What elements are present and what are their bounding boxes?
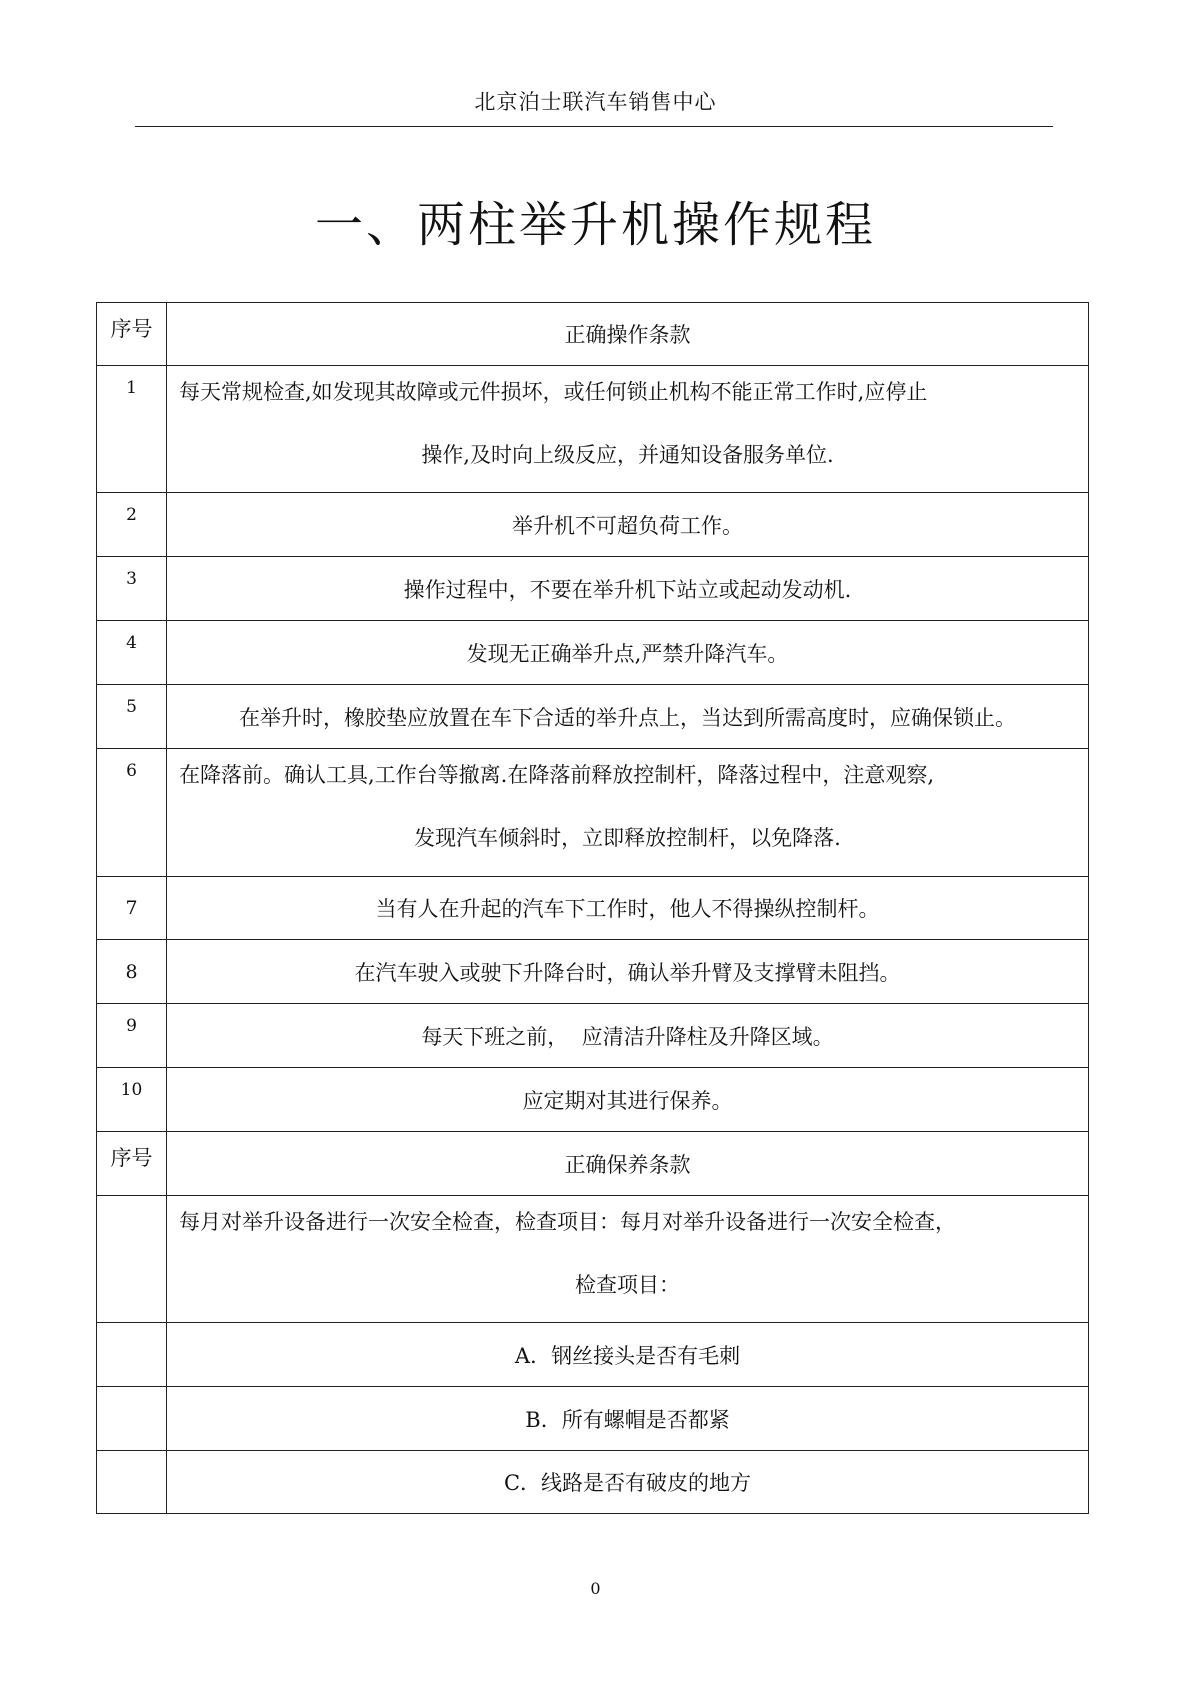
table-row [97,493,1089,557]
row-number: 10 [120,1080,143,1100]
clause-text: 应定期对其进行保养。 [522,1088,733,1113]
row-number: 4 [126,633,137,653]
clause-text: 当有人在升起的汽车下工作时，他人不得操纵控制杆。 [375,897,880,921]
seq-cell [97,1004,167,1068]
clause-text: 在举升时，橡胶垫应放置在车下合适的举升点上，当达到所需高度时，应确保锁止。 [239,705,1016,730]
table-row [97,1004,1089,1068]
table-row [97,1323,1089,1387]
clause-cell [167,749,1089,877]
row-number: 5 [126,697,137,717]
seq-cell [97,1323,167,1387]
clause-cell [167,940,1089,1004]
seq-cell [97,493,167,557]
table-row [97,1068,1089,1132]
clause-text: 操作过程中，不要在举升机下站立或起动发动机. [403,577,852,602]
seq-cell [97,749,167,877]
clause-line: 每月对举升设备进行一次安全检查，检查项目：每月对举升设备进行一次安全检查， [179,1210,956,1234]
row-number: 3 [126,569,137,589]
clause-line: 在降落前。确认工具,工作台等撤离.在降落前释放控制杆，降落过程中，注意观察, [179,763,935,787]
table-row [97,366,1089,493]
clause-cell [167,1323,1089,1387]
row-number: 2 [126,505,137,525]
page-header-company: 北京泊士联汽车销售中心 [474,90,717,114]
clause-cell [167,493,1089,557]
clause-cell [167,1196,1089,1323]
seq-cell [97,940,167,1004]
seq-header: 序号 [110,317,153,341]
row-number: 9 [126,1016,137,1036]
table-row [97,1451,1089,1514]
clause-line: 操作,及时向上级反应，并通知设备服务单位. [421,443,834,467]
seq-cell [97,1387,167,1451]
check-item: B．所有螺帽是否都紧 [525,1407,730,1432]
table-row [97,940,1089,1004]
clause-text: 在汽车驶入或驶下升降台时，确认举升臂及支撑臂未阻挡。 [354,960,901,985]
seq-cell [97,685,167,749]
clause-header-cell [167,303,1089,366]
table-row [97,749,1089,877]
seq-cell [97,366,167,493]
seq-cell [97,557,167,621]
clause-cell [167,1004,1089,1068]
check-item: C．线路是否有破皮的地方 [503,1471,752,1495]
seq-header: 序号 [110,1146,153,1170]
clause-cell [167,557,1089,621]
seq-cell [97,1451,167,1514]
row-number: 6 [126,761,137,781]
row-number: 8 [125,960,138,983]
clause-line: 检查项目： [575,1273,680,1297]
seq-cell [97,1068,167,1132]
table-row [97,1387,1089,1451]
operation-header-row [97,303,1089,366]
clause-line: 发现汽车倾斜时，立即释放控制杆，以免降落. [414,826,841,850]
clause-line: 每天常规检查,如发现其故障或元件损坏，或任何锁止机构不能正常工作时,应停止 [179,380,928,404]
clause-cell [167,685,1089,749]
row-number: 1 [126,378,137,398]
maintenance-header-row [97,1132,1089,1196]
clause-cell [167,877,1089,940]
clause-text: 每天下班之前， 应清洁升降柱及升降区域。 [421,1024,834,1049]
clause-cell [167,1068,1089,1132]
table-row [97,1196,1089,1323]
check-item: A．钢丝接头是否有毛刺 [514,1343,741,1368]
seq-cell [97,1196,167,1323]
table-row [97,557,1089,621]
clause-cell [167,366,1089,493]
seq-header-cell [97,303,167,366]
clause-cell [167,621,1089,685]
clause-cell [167,1451,1089,1514]
operation-clause-header: 正确操作条款 [564,323,691,347]
header-divider [135,126,1053,127]
clause-text: 举升机不可超负荷工作。 [512,513,743,538]
seq-cell [97,621,167,685]
table-row [97,621,1089,685]
document-title: 一、两柱举升机操作规程 [314,197,876,253]
row-number: 7 [125,897,138,919]
page-number: 0 [590,1579,601,1598]
clause-text: 发现无正确举升点,严禁升降汽车。 [466,641,789,666]
table-row [97,877,1089,940]
seq-cell [97,877,167,940]
maintenance-clause-header: 正确保养条款 [564,1152,691,1177]
clause-cell [167,1387,1089,1451]
table-row [97,685,1089,749]
clause-header-cell [167,1132,1089,1196]
seq-header-cell [97,1132,167,1196]
procedure-table [96,302,1089,1514]
